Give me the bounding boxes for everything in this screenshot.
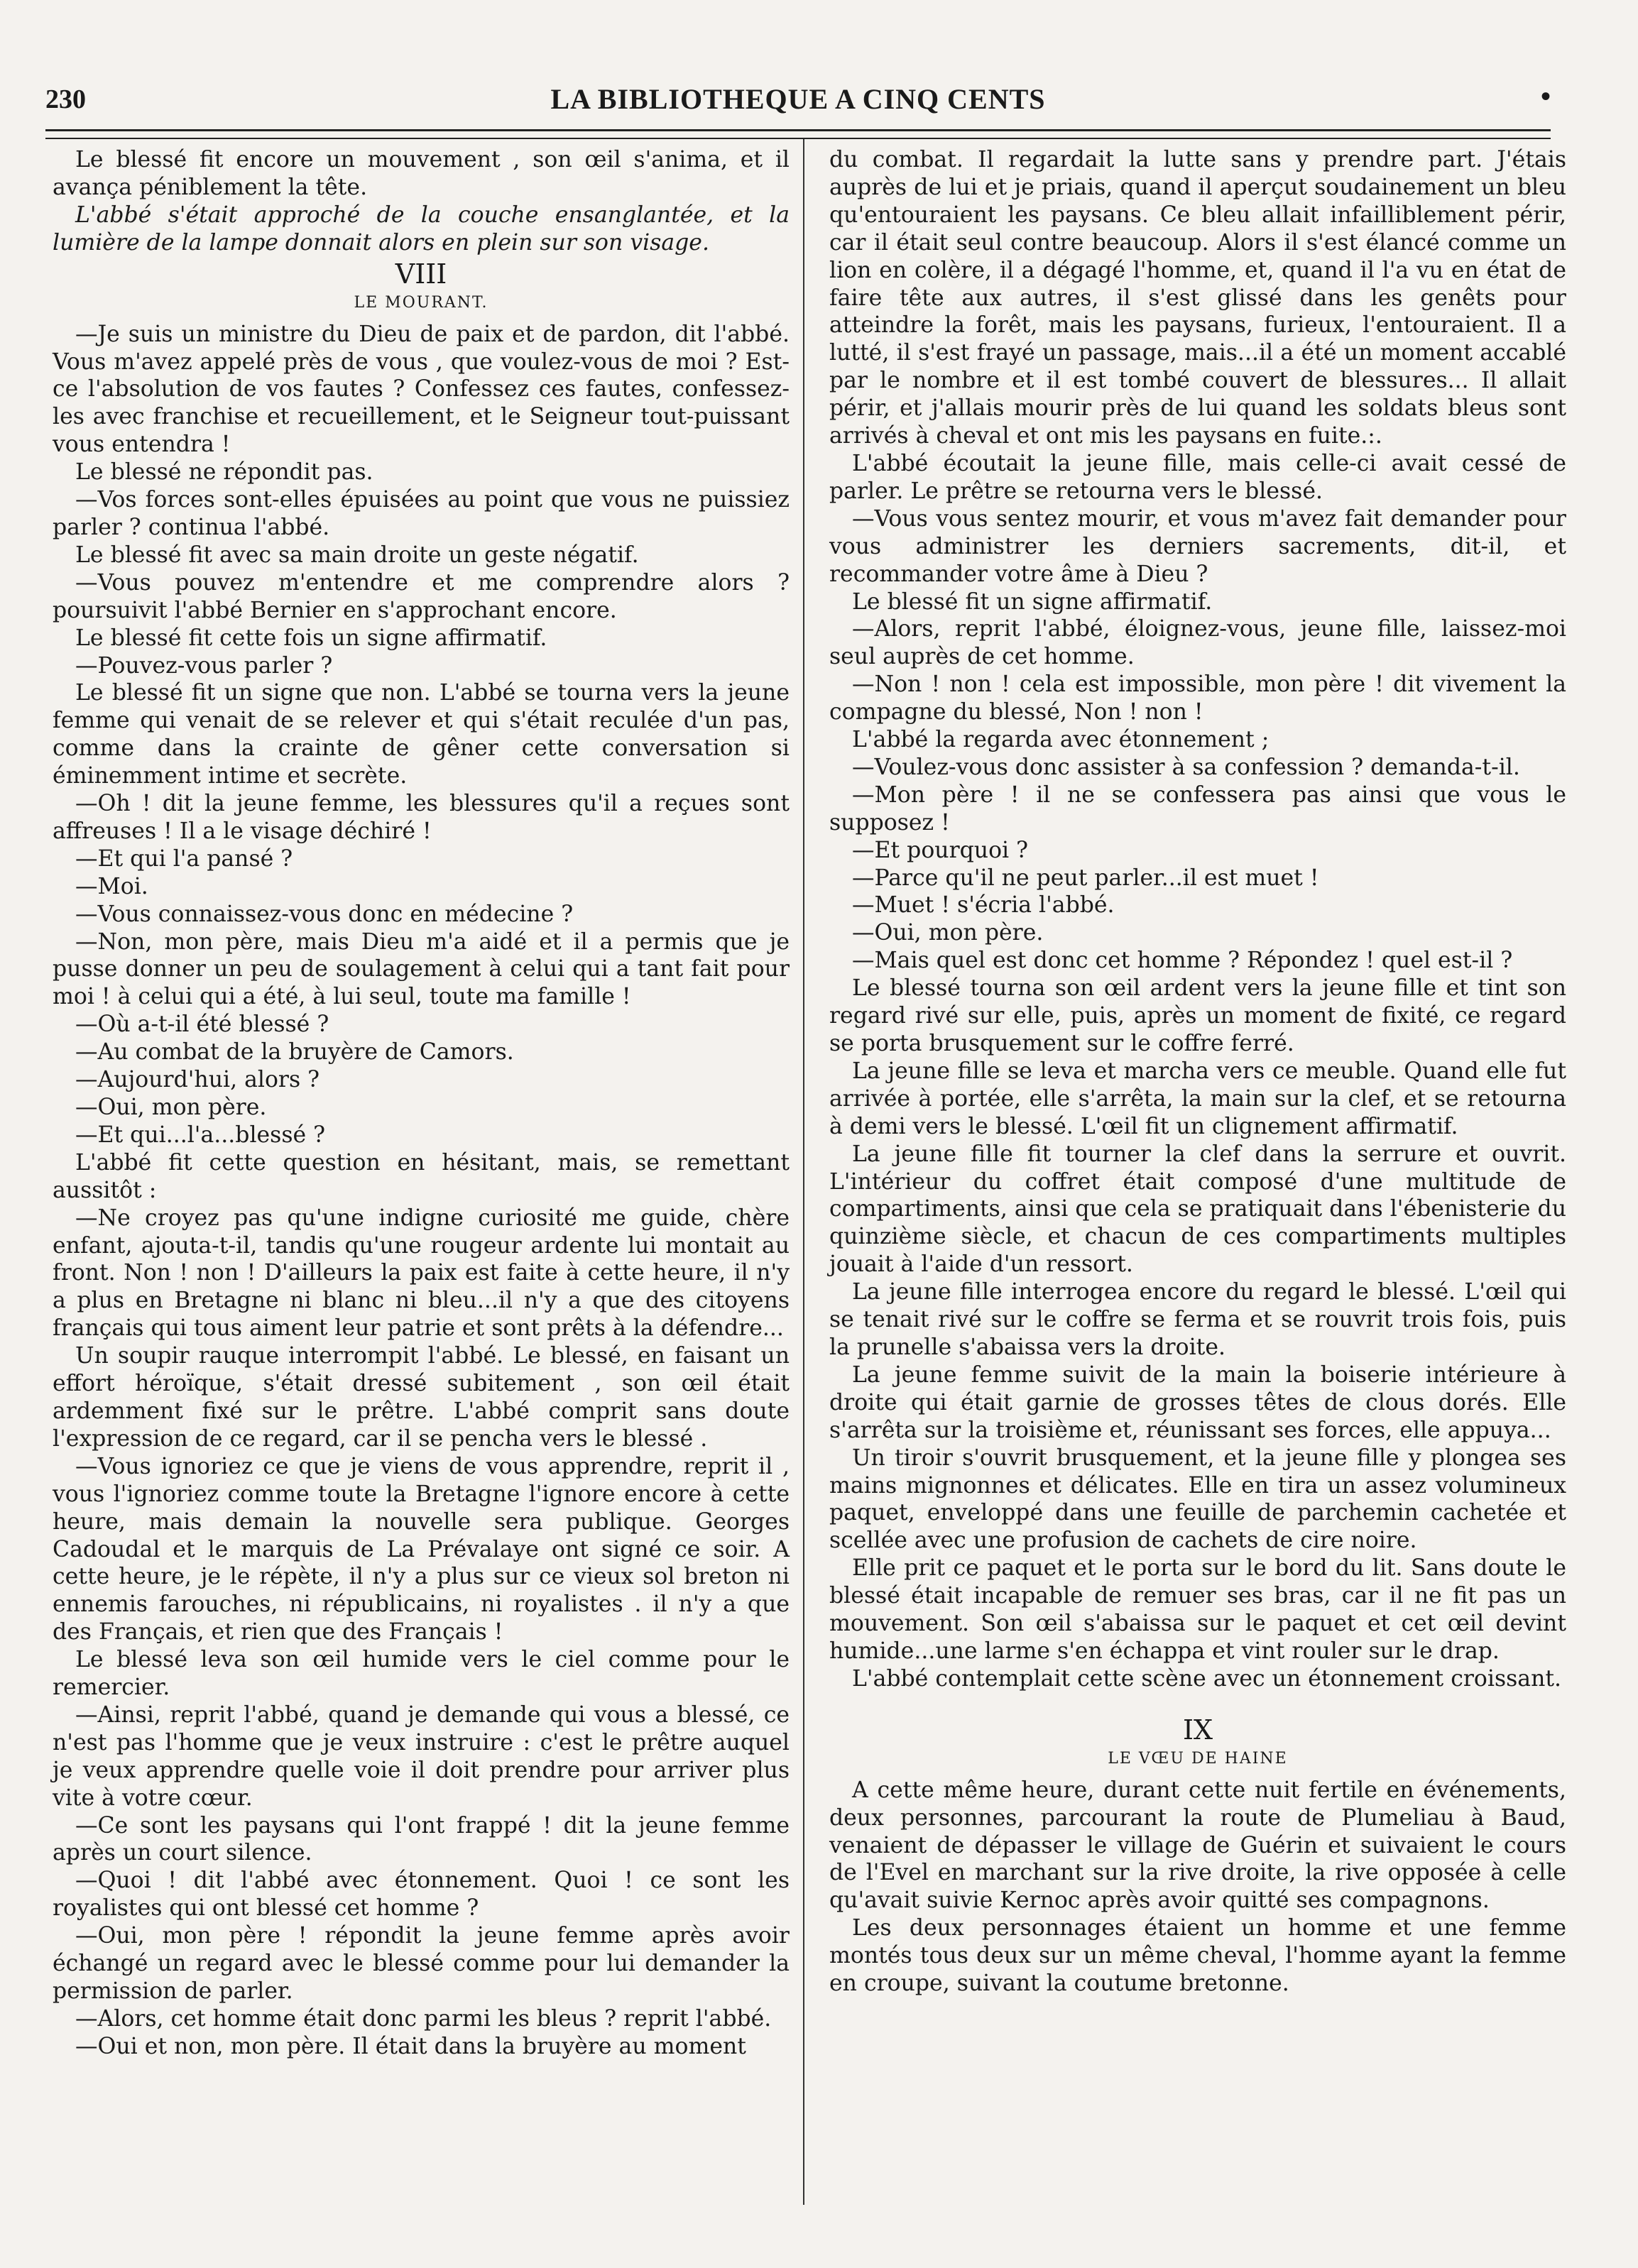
paragraph: Le blessé fit encore un mouvement , son œil s'anima, et il avança péniblement la tête.: [53, 147, 790, 200]
paragraph: —Et qui...l'a...blessé ?: [75, 1122, 326, 1148]
paragraph: —Oui, mon père ! répondit la jeune femme après avoir échangé un regard avec le blessé comme pour lui demander la permission de parler.: [53, 1923, 790, 2004]
paragraph: —Ainsi, reprit l'abbé, quand je demande qui vous a blessé, ce n'est pas l'homme que je veux instruire : c'est le prêtre auquel je veux apprendre quelle voie il doit prendre pour arriver plus vite à votre cœur.: [53, 1702, 790, 1811]
paragraph: —Moi.: [75, 873, 148, 899]
paragraph: Le blessé tourna son œil ardent vers la jeune fille et tint son regard rivé sur elle, puis, après un moment de fixité, ce regard se porta brusquement sur le coffre ferré.: [829, 975, 1566, 1056]
page-header: [45, 80, 1551, 129]
paragraph: —Oui, mon père.: [852, 920, 1044, 946]
paragraph: —Au combat de la bruyère de Camors.: [75, 1039, 514, 1065]
page-number: 230: [45, 84, 86, 114]
paragraph: —Où a-t-il été blessé ?: [75, 1012, 329, 1038]
chapter-title: LE VŒU DE HAINE: [1108, 1749, 1288, 1768]
paragraph: —Aujourd'hui, alors ?: [75, 1067, 320, 1093]
paragraph: L'abbé fit cette question en hésitant, mais, se remettant aussitôt :: [53, 1149, 790, 1203]
chapter-number: VIII: [395, 258, 447, 290]
paragraph: —Ne croyez pas qu'une indigne curiosité me guide, chère enfant, ajouta-t-il, tandis qu'une rougeur ardente lui montait au front. Non ! non ! D'ailleurs la paix est faite à cette heure, il n'y a plus en Bretagne ni blanc ni bleu...il n'y a que des citoyens français qui tous aiment leur patrie et sont prêts à la défendre...: [53, 1205, 790, 1342]
paragraph: —Oui, mon père.: [75, 1095, 267, 1120]
paragraph: —Oui et non, mon père. Il était dans la bruyère au moment: [75, 2033, 746, 2059]
paragraph: Le blessé fit un signe que non. L'abbé se tourna vers la jeune femme qui venait de se relever et qui s'était reculée d'un pas, comme dans la crainte de gêner cette conversation si éminemment intime et secrète.: [53, 680, 790, 789]
paragraph: —Vous pouvez m'entendre et me comprendre alors ? poursuivit l'abbé Bernier en s'approchant encore.: [53, 569, 790, 623]
paragraph: Le blessé fit un signe affirmatif.: [852, 588, 1213, 615]
column-divider: [803, 139, 804, 2205]
paragraph: La jeune fille interrogea encore du regard le blessé. L'œil qui se tenait rivé sur le coffre se ferma et se rouvrit trois fois, puis la prunelle s'abaissa vers la droite.: [829, 1279, 1566, 1360]
running-title: LA BIBLIOTHEQUE A CINQ CENTS: [550, 83, 1046, 115]
paragraph: —Pouvez-vous parler ?: [75, 652, 333, 679]
paragraph: —Je suis un ministre du Dieu de paix et de pardon, dit l'abbé. Vous m'avez appelé près de vous , que voulez-vous de moi ? Est-ce l'absolution de vos fautes ? Confessez ces fautes, confessez-les avec franchise et recueillement, et le Seigneur tout-puissant vous entendra !: [53, 321, 790, 458]
paragraph: —Et pourquoi ?: [852, 837, 1029, 863]
paragraph: L'abbé la regarda avec étonnement ;: [852, 727, 1270, 753]
paragraph: —Et qui l'a pansé ?: [75, 845, 293, 872]
paragraph: —Voulez-vous donc assister à sa confession ? demanda-t-il.: [852, 754, 1520, 780]
paragraph: Le blessé fit avec sa main droite un geste négatif.: [75, 542, 639, 568]
chapter-title: LE MOURANT.: [354, 293, 488, 312]
paragraph: Le blessé ne répondit pas.: [75, 459, 373, 486]
paragraph: —Vos forces sont-elles épuisées au point que vous ne puissiez parler ? continua l'abbé.: [53, 487, 790, 540]
paragraph: Elle prit ce paquet et le porta sur le bord du lit. Sans doute le blessé était incapable de remuer ses bras, car il ne fit pas un mouvement. Son œil s'abaissa sur le paquet et cet œil devint humide...une larme s'en échappa et vint rouler sur le drap.: [829, 1555, 1566, 1664]
left-column: [53, 146, 790, 2061]
paragraph: Le blessé fit cette fois un signe affirmatif.: [75, 625, 547, 651]
paragraph: L'abbé contemplait cette scène avec un étonnement croissant.: [852, 1665, 1562, 1692]
paragraph: Un soupir rauque interrompit l'abbé. Le blessé, en faisant un effort héroïque, s'était dressé subitement , son œil était ardemment fixé sur le prêtre. L'abbé comprit sans doute l'expression de ce regard, car il se pencha vers le blessé .: [53, 1343, 790, 1452]
paragraph: La jeune fille fit tourner la clef dans la serrure et ouvrit. L'intérieur du coffret était composé d'une multitude de compartiments, ainsi que cela se pratiquait dans l'ébenisterie du quinzième siècle, et chacun de ces compartiments multiples jouait à l'aide d'un ressort.: [829, 1141, 1566, 1278]
paragraph: L'abbé écoutait la jeune fille, mais celle-ci avait cessé de parler. Le prêtre se retourna vers le blessé.: [829, 450, 1566, 504]
paragraph: —Quoi ! dit l'abbé avec étonnement. Quoi ! ce sont les royalistes qui ont blessé cet homme ?: [53, 1868, 790, 1922]
section-spacer: [829, 1693, 1566, 1713]
right-column: [829, 146, 1566, 1998]
paragraph: —Alors, cet homme était donc parmi les bleus ? reprit l'abbé.: [75, 2005, 772, 2032]
paragraph: du combat. Il regardait la lutte sans y prendre part. J'étais auprès de lui et je priais, quand il aperçut soudainement un bleu qu'entouraient les paysans. Ce bleu allait infailliblement périr, car il était seul contre beaucoup. Alors il s'est élancé comme un lion en colère, il a dégagé l'homme, et, quand il l'a vu en état de faire tête aux autres, il s'est glissé dans les genêts pour atteindre la forêt, mais les paysans, furieux, l'entouraient. Il a lutté, il s'est frayé un passage, mais...il a été un moment accablé par le nombre et il est tombé couvert de blessures... Il allait périr, et j'allais mourir près de lui quand les soldats bleus sont arrivés à cheval et ont mis les paysans en fuite.:.: [829, 147, 1566, 449]
paragraph: L'abbé s'était approché de la couche ensanglantée, et la lumière de la lampe donnait alors en plein sur son visage.: [53, 202, 790, 256]
header-rule: [45, 129, 1551, 131]
paragraph: —Alors, reprit l'abbé, éloignez-vous, jeune fille, laissez-moi seul auprès de cet homme.: [829, 616, 1566, 670]
chapter-number: IX: [1182, 1714, 1213, 1746]
header-rule-thin: [45, 138, 1551, 139]
paragraph: La jeune fille se leva et marcha vers ce meuble. Quand elle fut arrivée à portée, elle s'arrêta, la main sur la clef, et se retourna à demi vers le blessé. L'œil fit un clignement affirmatif.: [829, 1058, 1566, 1139]
paragraph: Un tiroir s'ouvrit brusquement, et la jeune fille y plongea ses mains mignonnes et délicates. Elle en tira un assez volumineux paquet, enveloppé dans une feuille de parchemin cachetée et scellée avec une profusion de cachets de cire noire.: [829, 1445, 1566, 1554]
paragraph: —Mais quel est donc cet homme ? Répondez ! quel est-il ?: [852, 948, 1513, 974]
paragraph: La jeune femme suivit de la main la boiserie intérieure à droite qui était garnie de grosses têtes de clous dorés. Elle s'arrêta sur la troisième et, réunissant ses forces, elle appuya...: [829, 1362, 1566, 1443]
paragraph: A cette même heure, durant cette nuit fertile en événements, deux personnes, parcourant la route de Plumeliau à Baud, venaient de dépasser le village de Guérin et suivaient le cours de l'Evel en marchant sur la rive droite, la rive opposée à celle qu'avait suivie Kernoc après avoir quitté ses compagnons.: [829, 1777, 1566, 1914]
paragraph: —Non ! non ! cela est impossible, mon père ! dit vivement la compagne du blessé, Non ! non !: [829, 672, 1566, 725]
paragraph: —Muet ! s'écria l'abbé.: [852, 892, 1115, 919]
header-mark: •: [1540, 80, 1551, 112]
paragraph: —Ce sont les paysans qui l'ont frappé ! dit la jeune femme après un court silence.: [53, 1812, 790, 1866]
paragraph: —Parce qu'il ne peut parler...il est muet !: [852, 865, 1319, 891]
paragraph: —Vous ignoriez ce que je viens de vous apprendre, reprit il , vous l'ignoriez comme toute la Bretagne l'ignore encore à cette heure, mais demain la nouvelle sera publique. Georges Cadoudal et le marquis de La Prévalaye ont signé ce soir. A cette heure, je le répète, il n'y a plus sur ce vieux sol breton ni ennemis farouches, ni républicains, ni royalistes . il n'y a que des Français, et rien que des Français !: [53, 1453, 790, 1645]
paragraph: —Non, mon père, mais Dieu m'a aidé et il a permis que je pusse donner un peu de soulagement à celui qui a tant fait pour moi ! à celui qui a été, à lui seul, toute ma famille !: [53, 928, 790, 1010]
paragraph: —Vous vous sentez mourir, et vous m'avez fait demander pour vous administrer les derniers sacrements, dit-il, et recommander votre âme à Dieu ?: [829, 505, 1566, 587]
paragraph: Le blessé leva son œil humide vers le ciel comme pour le remercier.: [53, 1647, 790, 1701]
paragraph: —Vous connaissez-vous donc en médecine ?: [75, 901, 574, 927]
paragraph: Les deux personnages étaient un homme et une femme montés tous deux sur un même cheval, l'homme ayant la femme en croupe, suivant la coutume bretonne.: [829, 1915, 1566, 1997]
paragraph: —Oh ! dit la jeune femme, les blessures qu'il a reçues sont affreuses ! Il a le visage déchiré !: [53, 791, 790, 844]
paragraph: —Mon père ! il ne se confessera pas ainsi que vous le supposez !: [829, 782, 1566, 836]
